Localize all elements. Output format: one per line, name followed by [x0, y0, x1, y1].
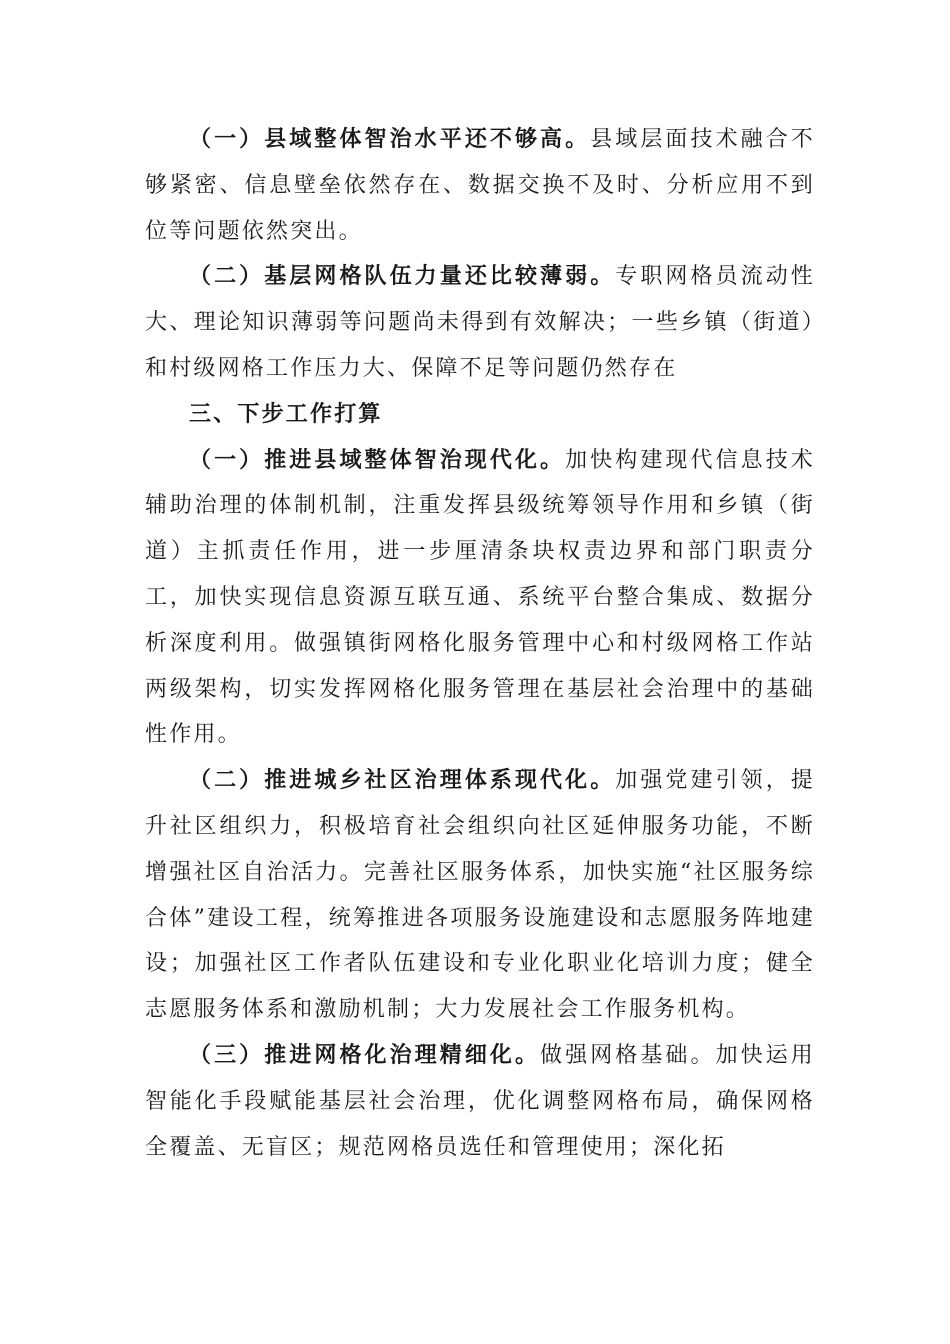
- paragraph-problem-1: [145, 117, 815, 254]
- section-heading: 三、下步工作打算: [189, 401, 383, 427]
- paragraph-body: 专职网格员流动性大、理论知识薄弱等问题尚未得到有效解决；一些乡镇（街道）和村级网格工作压力大、保障不足等问题仍然存在: [145, 264, 815, 381]
- paragraph-lead: （三）推进网格化治理精细化。: [189, 1042, 541, 1068]
- paragraph-body: 加强党建引领，提升社区组织力，积极培育社会组织向社区延伸服务功能，不断增强社区自治活力。完善社区服务体系，加快实施“社区服务综合体”建设工程，统筹推进各项服务设施建设和志愿服务阵地建设；加强社区工作者队伍建设和专业化职业化培训力度；健全志愿服务体系和激励机制；大力发展社会工作服务机构。: [145, 768, 815, 1023]
- paragraph-plan-1: [145, 438, 815, 759]
- paragraph-plan-2: [145, 758, 815, 1033]
- paragraph-plan-3: [145, 1033, 815, 1170]
- document-page: [145, 117, 815, 1170]
- paragraph-lead: （一）推进县域整体智治现代化。: [189, 447, 566, 473]
- paragraph-lead: （一）县域整体智治水平还不够高。: [189, 127, 591, 152]
- paragraph-body: 做强网格基础。加快运用智能化手段赋能基层社会治理，优化调整网格布局，确保网格全覆盖、无盲区；规范网格员选任和管理使用；深化拓: [145, 1042, 815, 1160]
- paragraph-body: 加快构建现代信息技术辅助治理的体制机制，注重发挥县级统筹领导作用和乡镇（街道）主抓责任作用，进一步厘清条块权责边界和部门职责分工，加快实现信息资源互联互通、系统平台整合集成、数据分析深度利用。做强镇街网格化服务管理中心和村级网格工作站两级架构，切实发挥网格化服务管理在基层社会治理中的基础性作用。: [145, 447, 815, 748]
- paragraph-problem-2: [145, 254, 815, 391]
- paragraph-lead: （二）基层网格队伍力量还比较薄弱。: [189, 264, 616, 290]
- paragraph-body: 县域层面技术融合不够紧密、信息壁垒依然存在、数据交换不及时、分析应用不到位等问题依然突出。: [145, 127, 815, 244]
- paragraph-lead: （二）推进城乡社区治理体系现代化。: [189, 768, 616, 794]
